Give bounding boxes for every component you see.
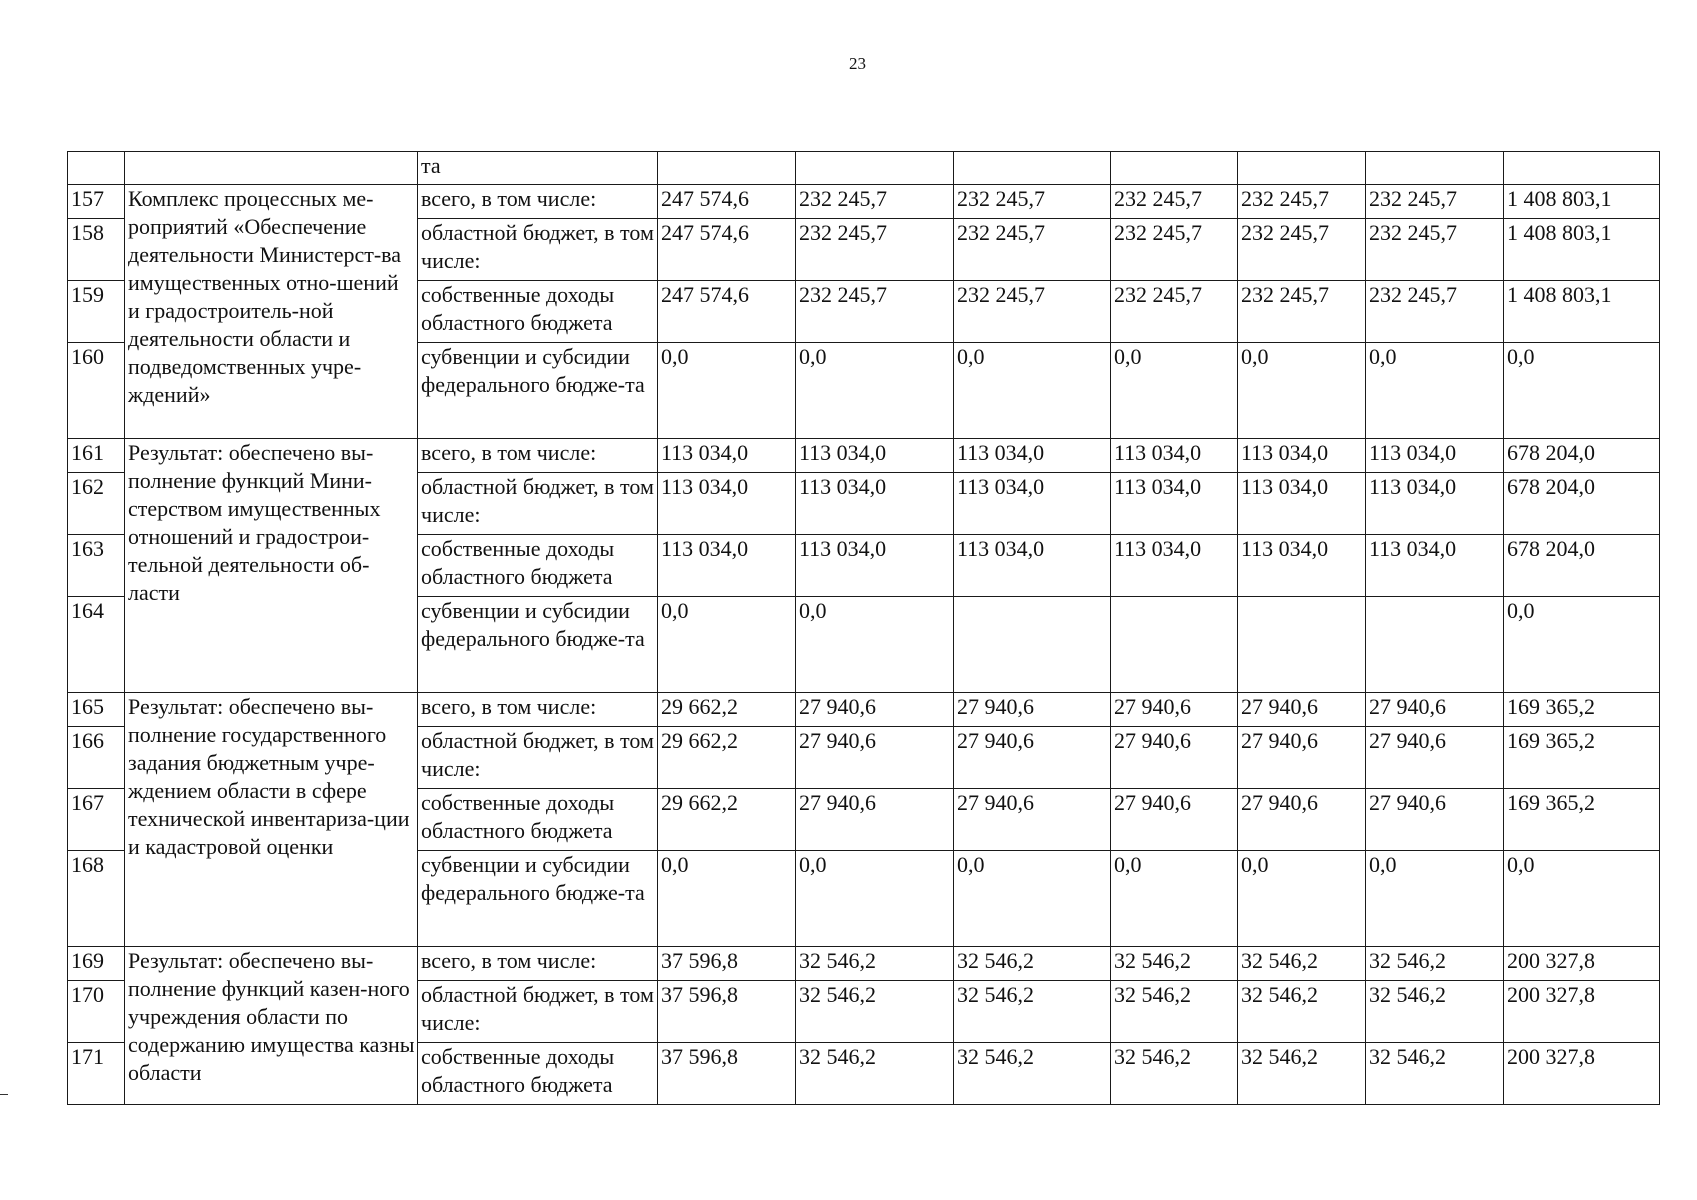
- value-cell: 232 245,7: [954, 185, 1111, 219]
- row-number-cell: 158: [68, 219, 125, 281]
- funding-source-cell: субвенции и субсидии федерального бюдже-та: [418, 597, 658, 693]
- value-cell: [1238, 597, 1366, 693]
- value-cell: 0,0: [1366, 851, 1504, 947]
- table-row: [68, 185, 1660, 219]
- row-number-cell: 166: [68, 727, 125, 789]
- value-cell: 29 662,2: [658, 693, 796, 727]
- value-cell: 32 546,2: [954, 1043, 1111, 1105]
- value-cell: 27 940,6: [1111, 693, 1238, 727]
- total-cell: [1504, 152, 1660, 185]
- value-cell: 232 245,7: [1366, 219, 1504, 281]
- value-cell: 32 546,2: [954, 981, 1111, 1043]
- value-cell: 0,0: [954, 343, 1111, 439]
- value-cell: 32 546,2: [1238, 1043, 1366, 1105]
- value-cell: 27 940,6: [1366, 789, 1504, 851]
- row-number-cell: 160: [68, 343, 125, 439]
- value-cell: 247 574,6: [658, 219, 796, 281]
- value-cell: [1111, 152, 1238, 185]
- value-cell: 32 546,2: [1111, 981, 1238, 1043]
- funding-source-cell: собственные доходы областного бюджета: [418, 1043, 658, 1105]
- total-cell: 1 408 803,1: [1504, 185, 1660, 219]
- funding-source-cell: областной бюджет, в том числе:: [418, 981, 658, 1043]
- value-cell: 113 034,0: [1366, 473, 1504, 535]
- value-cell: 32 546,2: [1366, 981, 1504, 1043]
- value-cell: 37 596,8: [658, 947, 796, 981]
- value-cell: 27 940,6: [1111, 727, 1238, 789]
- value-cell: 232 245,7: [954, 219, 1111, 281]
- row-number-cell: 168: [68, 851, 125, 947]
- value-cell: 113 034,0: [1238, 439, 1366, 473]
- row-number-cell: 159: [68, 281, 125, 343]
- total-cell: 200 327,8: [1504, 947, 1660, 981]
- value-cell: [954, 597, 1111, 693]
- value-cell: 0,0: [1366, 343, 1504, 439]
- value-cell: 232 245,7: [1111, 219, 1238, 281]
- row-number-cell: 169: [68, 947, 125, 981]
- total-cell: 0,0: [1504, 851, 1660, 947]
- row-number-cell: 171: [68, 1043, 125, 1105]
- funding-source-cell: всего, в том числе:: [418, 439, 658, 473]
- value-cell: 247 574,6: [658, 185, 796, 219]
- value-cell: 113 034,0: [954, 473, 1111, 535]
- value-cell: 32 546,2: [1111, 1043, 1238, 1105]
- value-cell: [1238, 152, 1366, 185]
- value-cell: 113 034,0: [954, 439, 1111, 473]
- description-cell: Результат: обеспечено вы-полнение государственного задания бюджетным учре-ждением области в сфере технической инвентариза-ции и кадастровой оценки: [125, 693, 418, 947]
- value-cell: 32 546,2: [796, 1043, 954, 1105]
- value-cell: 232 245,7: [796, 185, 954, 219]
- value-cell: 32 546,2: [796, 981, 954, 1043]
- total-cell: 678 204,0: [1504, 473, 1660, 535]
- value-cell: 232 245,7: [1111, 185, 1238, 219]
- value-cell: 0,0: [658, 597, 796, 693]
- value-cell: 113 034,0: [1111, 535, 1238, 597]
- margin-mark: [0, 1094, 8, 1095]
- funding-source-cell: субвенции и субсидии федерального бюдже-та: [418, 851, 658, 947]
- value-cell: 0,0: [796, 597, 954, 693]
- description-cell: [125, 152, 418, 185]
- value-cell: [954, 152, 1111, 185]
- value-cell: 113 034,0: [796, 535, 954, 597]
- value-cell: [1366, 597, 1504, 693]
- value-cell: 0,0: [954, 851, 1111, 947]
- value-cell: 113 034,0: [796, 473, 954, 535]
- value-cell: 27 940,6: [1238, 693, 1366, 727]
- total-cell: 200 327,8: [1504, 1043, 1660, 1105]
- description-cell: Комплекс процессных ме-роприятий «Обеспечение деятельности Министерст-ва имущественных отно-шений и градостроитель-ной деятельности области и подведомственных учре-ждений»: [125, 185, 418, 439]
- value-cell: 29 662,2: [658, 727, 796, 789]
- total-cell: 678 204,0: [1504, 535, 1660, 597]
- value-cell: 0,0: [1111, 851, 1238, 947]
- funding-source-cell: собственные доходы областного бюджета: [418, 789, 658, 851]
- value-cell: 0,0: [796, 851, 954, 947]
- value-cell: 232 245,7: [796, 219, 954, 281]
- value-cell: 27 940,6: [954, 693, 1111, 727]
- row-number-cell: 167: [68, 789, 125, 851]
- value-cell: 0,0: [796, 343, 954, 439]
- row-number-cell: 170: [68, 981, 125, 1043]
- value-cell: 232 245,7: [1366, 185, 1504, 219]
- row-number-cell: 161: [68, 439, 125, 473]
- value-cell: 113 034,0: [658, 439, 796, 473]
- value-cell: 27 940,6: [1238, 789, 1366, 851]
- value-cell: 27 940,6: [796, 789, 954, 851]
- funding-source-cell: собственные доходы областного бюджета: [418, 535, 658, 597]
- description-cell: Результат: обеспечено вы-полнение функций казен-ного учреждения области по содержанию имущества казны области: [125, 947, 418, 1105]
- row-number-cell: 163: [68, 535, 125, 597]
- value-cell: 32 546,2: [1111, 947, 1238, 981]
- description-cell: Результат: обеспечено вы-полнение функций Мини-стерством имущественных отношений и градострои-тельной деятельности об-ласти: [125, 439, 418, 693]
- value-cell: 27 940,6: [954, 727, 1111, 789]
- value-cell: 32 546,2: [1238, 981, 1366, 1043]
- total-cell: 0,0: [1504, 597, 1660, 693]
- value-cell: 113 034,0: [1366, 439, 1504, 473]
- value-cell: 27 940,6: [1366, 727, 1504, 789]
- value-cell: 232 245,7: [954, 281, 1111, 343]
- value-cell: 32 546,2: [1366, 1043, 1504, 1105]
- funding-source-cell: собственные доходы областного бюджета: [418, 281, 658, 343]
- value-cell: 37 596,8: [658, 1043, 796, 1105]
- value-cell: 32 546,2: [954, 947, 1111, 981]
- total-cell: 169 365,2: [1504, 727, 1660, 789]
- value-cell: 113 034,0: [658, 473, 796, 535]
- value-cell: 37 596,8: [658, 981, 796, 1043]
- value-cell: 232 245,7: [796, 281, 954, 343]
- value-cell: 232 245,7: [1111, 281, 1238, 343]
- total-cell: 200 327,8: [1504, 981, 1660, 1043]
- total-cell: 678 204,0: [1504, 439, 1660, 473]
- table-row: [68, 947, 1660, 981]
- value-cell: [1111, 597, 1238, 693]
- value-cell: 0,0: [658, 851, 796, 947]
- funding-source-cell: областной бюджет, в том числе:: [418, 219, 658, 281]
- table-row: [68, 693, 1660, 727]
- funding-source-cell: всего, в том числе:: [418, 693, 658, 727]
- continuation-row: [68, 152, 1660, 185]
- funding-source-cell: областной бюджет, в том числе:: [418, 473, 658, 535]
- value-cell: 27 940,6: [1111, 789, 1238, 851]
- total-cell: 169 365,2: [1504, 693, 1660, 727]
- row-number-cell: 165: [68, 693, 125, 727]
- funding-source-cell: субвенции и субсидии федерального бюдже-та: [418, 343, 658, 439]
- total-cell: 0,0: [1504, 343, 1660, 439]
- value-cell: [1366, 152, 1504, 185]
- value-cell: 113 034,0: [658, 535, 796, 597]
- value-cell: 0,0: [658, 343, 796, 439]
- row-number-cell: 164: [68, 597, 125, 693]
- value-cell: 113 034,0: [1366, 535, 1504, 597]
- value-cell: 232 245,7: [1238, 185, 1366, 219]
- value-cell: 113 034,0: [1111, 439, 1238, 473]
- value-cell: 27 940,6: [1366, 693, 1504, 727]
- funding-source-cell: областной бюджет, в том числе:: [418, 727, 658, 789]
- value-cell: 27 940,6: [796, 727, 954, 789]
- value-cell: 247 574,6: [658, 281, 796, 343]
- value-cell: [796, 152, 954, 185]
- value-cell: 0,0: [1238, 343, 1366, 439]
- funding-source-cell: та: [418, 152, 658, 185]
- page-number: 23: [849, 54, 866, 73]
- table-body: [68, 152, 1660, 1105]
- value-cell: 27 940,6: [1238, 727, 1366, 789]
- value-cell: 113 034,0: [1238, 535, 1366, 597]
- total-cell: 1 408 803,1: [1504, 281, 1660, 343]
- value-cell: 113 034,0: [954, 535, 1111, 597]
- value-cell: 32 546,2: [796, 947, 954, 981]
- value-cell: 32 546,2: [1238, 947, 1366, 981]
- value-cell: 0,0: [1238, 851, 1366, 947]
- value-cell: 27 940,6: [796, 693, 954, 727]
- value-cell: [658, 152, 796, 185]
- total-cell: 169 365,2: [1504, 789, 1660, 851]
- funding-source-cell: всего, в том числе:: [418, 185, 658, 219]
- total-cell: 1 408 803,1: [1504, 219, 1660, 281]
- value-cell: 232 245,7: [1238, 281, 1366, 343]
- value-cell: 0,0: [1111, 343, 1238, 439]
- row-number-cell: 162: [68, 473, 125, 535]
- value-cell: 29 662,2: [658, 789, 796, 851]
- value-cell: 113 034,0: [1238, 473, 1366, 535]
- value-cell: 32 546,2: [1366, 947, 1504, 981]
- value-cell: 113 034,0: [796, 439, 954, 473]
- table-row: [68, 439, 1660, 473]
- value-cell: 232 245,7: [1238, 219, 1366, 281]
- row-number-cell: [68, 152, 125, 185]
- value-cell: 232 245,7: [1366, 281, 1504, 343]
- value-cell: 113 034,0: [1111, 473, 1238, 535]
- row-number-cell: 157: [68, 185, 125, 219]
- value-cell: 27 940,6: [954, 789, 1111, 851]
- funding-source-cell: всего, в том числе:: [418, 947, 658, 981]
- budget-table: [67, 151, 1660, 1105]
